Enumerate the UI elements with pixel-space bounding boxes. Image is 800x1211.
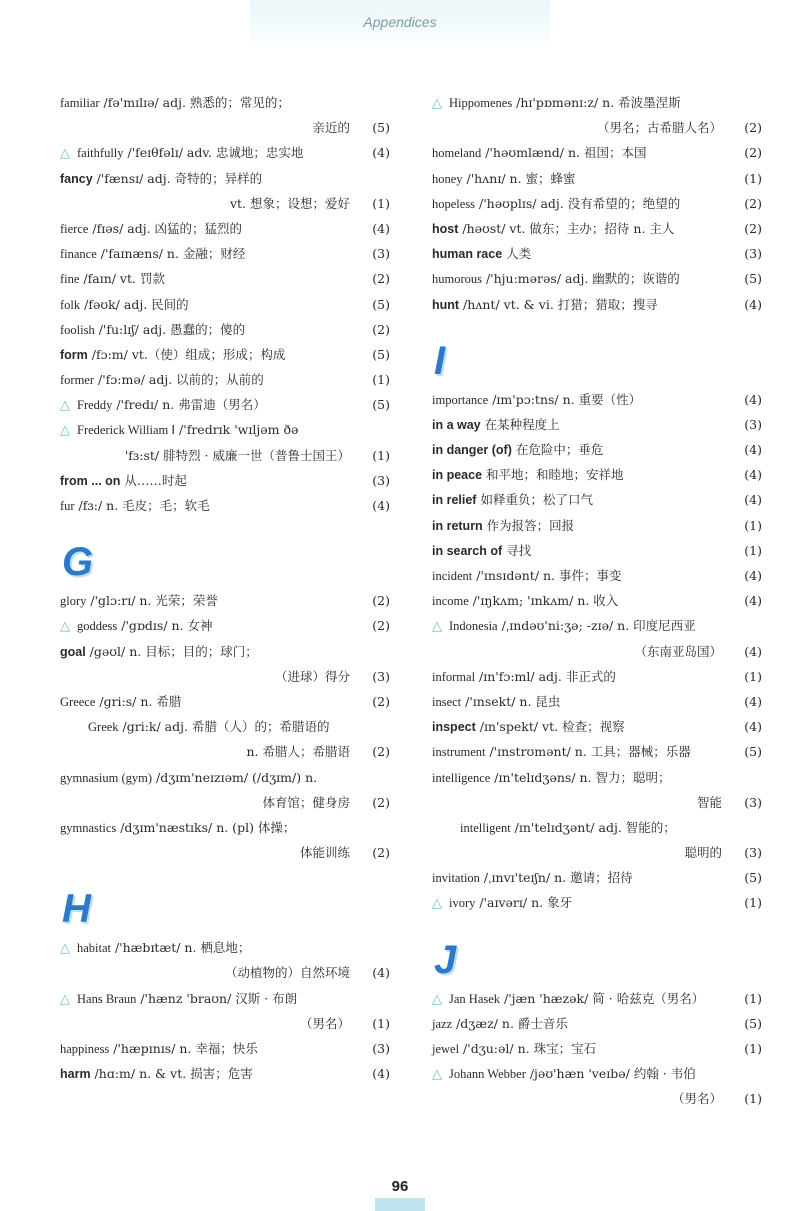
entry-definition: /'gɒdɪs/ n. 女神	[117, 618, 213, 634]
header-title: Appendices	[363, 14, 437, 30]
triangle-icon: △	[432, 991, 442, 1007]
entry-definition: /ɪn'telɪdʒənt/ adj. 智能的；	[510, 819, 676, 835]
entry-definition: 在危险中；垂危	[511, 442, 604, 458]
entry-unit: (4)	[744, 296, 762, 312]
triangle-icon: △	[60, 398, 70, 414]
dictionary-entry	[432, 412, 762, 437]
entry-definition: /ˌɪnvɪ'teɪʃn/ n. 邀请；招待	[479, 870, 633, 886]
entry-unit: (3)	[372, 668, 390, 684]
entry-headword: instrument	[432, 745, 486, 760]
dictionary-entry	[60, 140, 390, 165]
entry-definition: /hɑ:m/ n. & vt. 损害；危害	[90, 1066, 253, 1082]
entry-continuation-text: 智能	[696, 794, 722, 810]
dictionary-entry	[60, 367, 390, 392]
entry-headword: fancy	[60, 171, 93, 186]
entry-headword: fine	[60, 272, 80, 287]
entry-unit: (3)	[744, 794, 762, 810]
dictionary-entry	[432, 714, 762, 739]
entry-headword: goddess	[77, 619, 118, 634]
entry-definition: /'jæn 'hæzək/ 简 · 哈兹克（男名）	[500, 990, 705, 1006]
entry-unit: (2)	[744, 195, 762, 211]
entry-definition: /dʒɪm'næstɪks/ n. (pl) 体操；	[116, 819, 296, 835]
entry-unit: (4)	[744, 492, 762, 508]
entry-continuation	[432, 639, 762, 664]
entry-unit: (2)	[372, 593, 390, 609]
entry-unit: (2)	[372, 744, 390, 760]
entry-definition: 从……时起	[120, 472, 187, 488]
entry-headword: in danger (of)	[432, 443, 512, 458]
entry-definition: /'glɔ:rɪ/ n. 光荣；荣誉	[86, 593, 218, 609]
entry-continuation	[60, 790, 390, 815]
entry-headword: habitat	[77, 941, 112, 956]
entry-continuation	[432, 1086, 762, 1111]
page-number: 96	[391, 1178, 409, 1195]
entry-unit: (2)	[744, 220, 762, 236]
entry-headword: homeland	[432, 146, 482, 161]
entry-headword: folk	[60, 297, 81, 312]
entry-headword: in search of	[432, 543, 503, 558]
section-letter-glyph: I	[434, 338, 446, 383]
entry-definition: /'aɪvərɪ/ n. 象牙	[475, 895, 573, 911]
entry-unit: (4)	[744, 568, 762, 583]
entry-unit: (4)	[744, 593, 762, 609]
entry-unit: (3)	[744, 845, 762, 861]
entry-headword: finance	[60, 247, 97, 262]
dictionary-entry	[60, 392, 390, 417]
entry-unit: (5)	[744, 744, 762, 760]
entry-definition: /fɔ:m/ vt.（使）组成；形成；构成	[87, 346, 286, 362]
entry-continuation-text: （进球）得分	[274, 668, 350, 684]
dictionary-entry	[60, 765, 390, 790]
dictionary-entry	[432, 613, 762, 638]
entry-unit: (4)	[744, 693, 762, 709]
dictionary-entry	[60, 935, 390, 960]
dictionary-entry	[432, 437, 762, 462]
dictionary-entry	[432, 664, 762, 689]
dictionary-entry	[432, 90, 762, 115]
dictionary-entry	[432, 538, 762, 563]
entry-unit: (4)	[744, 643, 762, 659]
dictionary-entry	[432, 241, 762, 266]
entry-continuation	[60, 191, 390, 216]
triangle-icon: △	[60, 423, 70, 439]
entry-definition: /gəʊl/ n. 目标；目的；球门；	[85, 643, 258, 659]
dictionary-entry	[432, 266, 762, 291]
entry-headword: Greek	[88, 720, 119, 735]
entry-headword: Hans Braun	[77, 991, 137, 1006]
triangle-icon: △	[60, 991, 70, 1007]
dictionary-entry	[432, 1011, 762, 1036]
entry-headword: Frederick William Ⅰ	[77, 423, 176, 438]
entry-headword: fur	[60, 499, 75, 513]
entry-continuation-text: 体能训练	[299, 845, 350, 861]
entry-headword: goal	[60, 644, 86, 659]
entry-definition: /dʒɪm'neɪzɪəm/ (/dʒɪm/) n.	[152, 769, 318, 785]
entry-unit: (2)	[372, 794, 390, 810]
dictionary-entry	[60, 639, 390, 664]
entry-unit: (2)	[372, 271, 390, 287]
dictionary-entry	[432, 1036, 762, 1061]
section-letter	[432, 916, 762, 986]
entry-unit: (4)	[744, 391, 762, 407]
entry-definition: /'fu:lɪʃ/ adj. 愚蠢的；傻的	[94, 321, 246, 337]
entry-definition: /gri:s/ n. 希腊	[95, 693, 182, 709]
dictionary-entry	[432, 292, 762, 317]
dictionary-entry	[432, 815, 762, 840]
dictionary-entry	[60, 1036, 390, 1061]
dictionary-entry	[432, 387, 762, 412]
dictionary-entry	[60, 493, 390, 518]
triangle-icon: △	[432, 96, 442, 111]
entry-headword: host	[432, 221, 459, 236]
entry-headword: hopeless	[432, 196, 476, 211]
entry-continuation-text: 'fɜ:st/ 腓特烈 · 威廉一世（普鲁士国王）	[124, 447, 350, 463]
entry-headword: harm	[60, 1067, 91, 1082]
dictionary-entry	[432, 765, 762, 790]
entry-continuation-text: 体育馆；健身房	[262, 794, 350, 810]
entry-continuation-text: vt. 想象；设想；爱好	[229, 195, 350, 211]
entry-definition: /fɪəs/ adj. 凶猛的；猛烈的	[88, 220, 243, 236]
dictionary-entry	[60, 714, 390, 739]
entry-continuation-text: 亲近的	[312, 120, 350, 136]
entry-definition: /ɪm'pɔ:tns/ n. 重要（性）	[488, 391, 642, 407]
entry-definition: /faɪn/ vt. 罚款	[79, 271, 165, 287]
entry-continuation	[432, 115, 762, 140]
entry-unit: (2)	[372, 321, 390, 337]
entry-continuation-text: （东南亚岛国）	[634, 643, 722, 659]
entry-headword: importance	[432, 392, 489, 407]
entry-definition: /'hæpɪnɪs/ n. 幸福；快乐	[109, 1041, 258, 1056]
entry-unit: (1)	[372, 372, 390, 388]
entry-headword: glory	[60, 594, 87, 609]
entry-continuation-text: （男名）	[671, 1091, 722, 1107]
header-band	[250, 0, 550, 52]
entry-definition: /'fænsɪ/ adj. 奇特的；异样的	[92, 170, 263, 186]
entry-unit: (5)	[372, 346, 390, 362]
entry-headword: form	[60, 347, 88, 362]
entry-headword: income	[432, 594, 469, 609]
entry-unit: (2)	[744, 120, 762, 136]
entry-headword: honey	[432, 171, 463, 186]
entry-definition: /gri:k/ adj. 希腊（人）的；希腊语的	[118, 719, 330, 735]
entry-definition: 寻找	[502, 542, 532, 558]
entry-unit: (2)	[744, 145, 762, 161]
entry-headword: from ... on	[60, 473, 121, 488]
entry-definition: /ɪn'spekt/ vt. 检查；视察	[475, 719, 625, 735]
entry-headword: insect	[432, 694, 462, 709]
entry-definition: 在某种程度上	[480, 416, 560, 432]
entry-continuation	[60, 664, 390, 689]
entry-headword: humorous	[432, 272, 482, 287]
entry-headword: gymnasium (gym)	[60, 770, 153, 785]
entry-definition: 作为报答；回报	[482, 517, 575, 533]
entry-headword: foolish	[60, 322, 95, 337]
left-column	[60, 90, 390, 1086]
dictionary-entry	[432, 462, 762, 487]
entry-continuation	[60, 1011, 390, 1036]
entry-unit: (5)	[744, 1015, 762, 1031]
entry-unit: (4)	[744, 442, 762, 458]
entry-unit: (3)	[372, 472, 390, 488]
entry-definition: 人类	[502, 246, 532, 262]
dictionary-entry	[432, 1061, 762, 1086]
entry-definition: /ɪn'telɪdʒəns/ n. 智力；聪明；	[490, 769, 671, 785]
entry-unit: (4)	[744, 719, 762, 735]
entry-definition: /'ɪnsɪdənt/ n. 事件；事变	[472, 568, 622, 583]
triangle-icon: △	[432, 619, 442, 635]
entry-definition: /həʊst/ vt. 做东；主办；招待 n. 主人	[458, 220, 675, 236]
entry-definition: /fə'mɪlɪə/ adj. 熟悉的；常见的；	[99, 95, 290, 110]
dictionary-entry	[60, 1061, 390, 1086]
entry-unit: (4)	[372, 498, 390, 513]
entry-headword: informal	[432, 669, 476, 684]
entry-headword: in return	[432, 518, 483, 533]
dictionary-entry	[60, 689, 390, 714]
entry-headword: inspect	[432, 720, 476, 735]
entry-definition: /jəʊ'hæn 'veɪbə/ 约翰 · 韦伯	[525, 1066, 696, 1082]
entry-unit: (2)	[372, 618, 390, 634]
entry-continuation	[432, 840, 762, 865]
entry-headword: jazz	[432, 1016, 453, 1031]
dictionary-entry	[60, 292, 390, 317]
dictionary-entry	[432, 216, 762, 241]
dictionary-entry	[432, 563, 762, 588]
entry-definition: /'hʌnɪ/ n. 蜜；蜂蜜	[462, 170, 576, 186]
entry-unit: (1)	[744, 517, 762, 533]
triangle-icon: △	[60, 619, 70, 635]
entry-unit: (2)	[372, 693, 390, 709]
entry-unit: (1)	[744, 1041, 762, 1056]
dictionary-entry	[432, 191, 762, 216]
dictionary-entry	[60, 468, 390, 493]
dictionary-entry	[432, 166, 762, 191]
entry-unit: (4)	[744, 467, 762, 483]
triangle-icon: △	[432, 896, 442, 912]
entry-continuation	[60, 960, 390, 985]
dictionary-entry	[60, 90, 390, 115]
section-letter-glyph: G	[62, 540, 94, 585]
entry-unit: (4)	[372, 145, 390, 161]
entry-headword: incident	[432, 569, 473, 583]
dictionary-entry	[60, 588, 390, 613]
entry-continuation-text: （动植物的）自然环境	[224, 965, 350, 981]
entry-headword: faithfully	[77, 146, 124, 161]
dictionary-entry	[60, 417, 390, 442]
entry-unit: (3)	[744, 416, 762, 432]
entry-unit: (2)	[372, 845, 390, 861]
triangle-icon: △	[432, 1067, 442, 1083]
entry-headword: Johann Webber	[449, 1067, 526, 1082]
section-letter	[60, 865, 390, 935]
entry-headword: Jan Hasek	[449, 991, 501, 1006]
entry-definition: /'həʊmlænd/ n. 祖国；本国	[481, 145, 647, 161]
entry-unit: (5)	[372, 296, 390, 312]
entry-headword: fierce	[60, 221, 89, 236]
section-letter-glyph: J	[434, 937, 457, 982]
entry-unit: (1)	[744, 895, 762, 911]
dictionary-entry	[432, 865, 762, 890]
dictionary-entry	[60, 613, 390, 638]
entry-headword: familiar	[60, 96, 100, 110]
entry-definition: /ɪn'fɔ:ml/ adj. 非正式的	[475, 668, 616, 684]
entry-definition: 如释重负；松了口气	[476, 492, 593, 508]
entry-headword: Freddy	[77, 398, 113, 413]
entry-definition: /dʒæz/ n. 爵士音乐	[452, 1015, 568, 1031]
dictionary-entry	[432, 890, 762, 915]
entry-unit: (1)	[372, 195, 390, 211]
entry-unit: (1)	[744, 542, 762, 558]
entry-continuation	[60, 840, 390, 865]
entry-definition: /'dʒu:əl/ n. 珠宝；宝石	[459, 1041, 597, 1056]
entry-headword: in a way	[432, 417, 481, 432]
entry-headword: invitation	[432, 871, 480, 886]
entry-definition: /fɜ:/ n. 毛皮；毛；软毛	[74, 498, 210, 513]
page-number-bar	[375, 1198, 425, 1211]
dictionary-entry	[60, 266, 390, 291]
entry-unit: (4)	[372, 1066, 390, 1082]
entry-definition: /'hju:mərəs/ adj. 幽默的；诙谐的	[482, 271, 680, 287]
entry-continuation-text: （男名）	[299, 1015, 350, 1031]
entry-definition: /'feɪθfəlɪ/ adv. 忠诚地；忠实地	[123, 145, 304, 161]
right-column	[432, 90, 762, 1112]
entry-continuation-text: （男名；古希腊人名）	[596, 120, 722, 136]
dictionary-entry	[432, 513, 762, 538]
dictionary-entry	[432, 739, 762, 764]
entry-continuation	[60, 443, 390, 468]
entry-definition: /'ɪnstrʊmənt/ n. 工具；器械；乐器	[485, 744, 691, 760]
triangle-icon: △	[60, 146, 70, 162]
entry-headword: Hippomenes	[449, 96, 513, 110]
entry-definition: 和平地；和睦地；安祥地	[482, 467, 624, 483]
dictionary-entry	[60, 166, 390, 191]
section-letter	[432, 317, 762, 387]
entry-headword: happiness	[60, 1042, 110, 1056]
entry-headword: intelligence	[432, 770, 491, 785]
entry-continuation	[60, 115, 390, 140]
entry-headword: Indonesia	[449, 619, 498, 634]
triangle-icon: △	[60, 941, 70, 957]
entry-unit: (1)	[744, 1091, 762, 1107]
dictionary-entry	[60, 216, 390, 241]
dictionary-entry	[60, 241, 390, 266]
dictionary-entry	[432, 588, 762, 613]
entry-definition: /fəʊk/ adj. 民间的	[80, 296, 189, 312]
dictionary-entry	[432, 986, 762, 1011]
entry-definition: /'faɪnæns/ n. 金融；财经	[96, 246, 246, 262]
entry-unit: (5)	[744, 271, 762, 287]
dictionary-entry	[432, 689, 762, 714]
section-letter	[60, 518, 390, 588]
entry-headword: in relief	[432, 493, 477, 508]
entry-headword: hunt	[432, 297, 460, 312]
entry-headword: in peace	[432, 468, 483, 483]
entry-definition: /'fɔ:mə/ adj. 以前的；从前的	[94, 372, 264, 388]
entry-definition: /'həʊplɪs/ adj. 没有希望的；绝望的	[475, 195, 681, 211]
entry-definition: /'ɪŋkʌm; 'ɪnkʌm/ n. 收入	[468, 593, 619, 609]
entry-unit: (5)	[372, 397, 390, 413]
entry-definition: /ˌɪndəʊ'ni:ʒə; -zɪə/ n. 印度尼西亚	[497, 618, 696, 634]
entry-unit: (1)	[744, 668, 762, 684]
entry-definition: /hʌnt/ vt. & vi. 打猎；猎取；搜寻	[459, 296, 658, 312]
entry-headword: human race	[432, 247, 503, 262]
entry-headword: gymnastics	[60, 820, 117, 835]
entry-definition: /hɪ'pɒmənɪ:z/ n. 希波墨涅斯	[512, 95, 681, 110]
entry-unit: (3)	[744, 246, 762, 262]
entry-definition: /'fredrɪk 'wɪljəm ðə	[175, 422, 299, 438]
entry-unit: (5)	[744, 870, 762, 886]
entry-unit: (1)	[372, 447, 390, 463]
entry-unit: (1)	[744, 990, 762, 1006]
entry-definition: /'hæbɪtæt/ n. 栖息地；	[111, 940, 251, 956]
dictionary-entry	[60, 317, 390, 342]
entry-definition: /'ɪnsekt/ n. 昆虫	[461, 693, 561, 709]
entry-unit: (4)	[372, 965, 390, 981]
entry-unit: (3)	[372, 1041, 390, 1056]
entry-headword: ivory	[449, 896, 476, 911]
entry-continuation-text: n. 希腊人；希腊语	[246, 744, 350, 760]
entry-continuation	[60, 739, 390, 764]
entry-unit: (1)	[372, 1015, 390, 1031]
entry-definition: /'hænz 'braʊn/ 汉斯 · 布朗	[136, 990, 298, 1006]
dictionary-entry	[432, 487, 762, 512]
entry-headword: former	[60, 373, 95, 388]
dictionary-entry	[60, 986, 390, 1011]
entry-unit: (4)	[372, 220, 390, 236]
dictionary-entry	[432, 140, 762, 165]
dictionary-entry	[60, 342, 390, 367]
entry-headword: Greece	[60, 694, 96, 709]
entry-headword: intelligent	[460, 820, 511, 835]
entry-unit: (5)	[372, 120, 390, 136]
entry-headword: jewel	[432, 1042, 460, 1056]
entry-continuation	[432, 790, 762, 815]
dictionary-entry	[60, 815, 390, 840]
entry-unit: (3)	[372, 246, 390, 262]
section-letter-glyph: H	[62, 887, 91, 932]
entry-unit: (1)	[744, 170, 762, 186]
entry-definition: /'fredɪ/ n. 弗雷迪（男名）	[112, 397, 266, 413]
entry-continuation-text: 聪明的	[684, 845, 722, 861]
